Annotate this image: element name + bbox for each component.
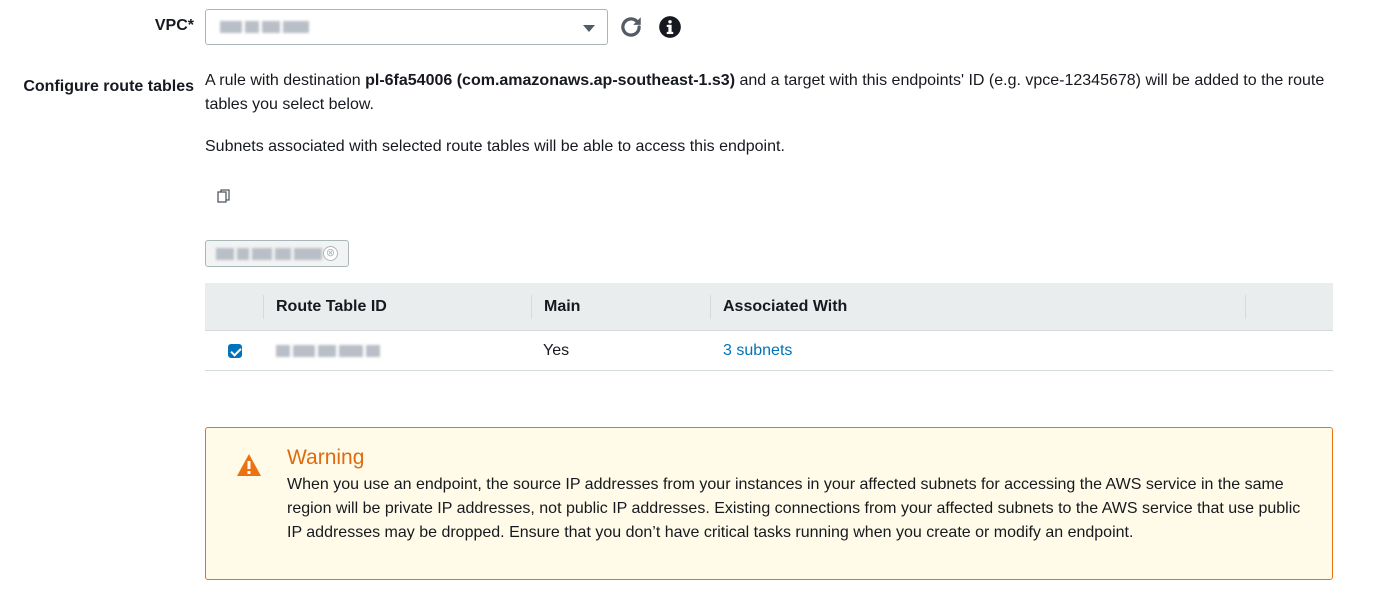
table-row[interactable] [205,331,1333,371]
vpc-select[interactable] [205,9,608,45]
column-header-route-table-id[interactable]: Route Table ID [276,298,387,315]
route-table-list [205,283,1333,371]
route-tables-description [205,69,1340,117]
route-tables-label: Configure route tables [23,78,194,95]
column-header-main[interactable]: Main [544,298,581,315]
table-header [205,283,1333,331]
column-separator[interactable] [531,295,532,319]
associated-with-cell [723,331,792,371]
copy-icon[interactable] [216,188,232,204]
vpc-value-redacted [220,21,312,33]
warning-alert [205,427,1333,580]
description-prefix: A rule with destination [205,72,361,89]
route-table-id-cell [276,331,383,371]
token-value-redacted [216,248,325,260]
vpc-label: VPC* [154,17,194,34]
warning-title: Warning [287,446,365,469]
main-cell: Yes [543,342,570,359]
column-separator[interactable] [263,295,264,319]
subnets-note: Subnets associated with selected route tables will be able to access this endpoint. [205,138,785,155]
token-dismiss-icon[interactable]: ⊗ [323,246,338,261]
route-table-id-redacted [276,345,383,357]
warning-body: When you use an endpoint, the source IP addresses from your instances in your affected subnets for accessing the AWS service in the same region will be private IP addresses, not public IP addresses. Existing connections from your affected subnets to the AWS service that use public IP addresses may be dropped. Ensure that you don’t have critical tasks running when you create or modify an endpoint. [287,476,1301,541]
destination-prefix-list: pl-6fa54006 (com.amazonaws.ap-southeast-1.s3) [365,72,736,89]
column-separator[interactable] [710,295,711,319]
column-separator[interactable] [1245,295,1246,319]
associated-subnets-link[interactable]: 3 subnets [723,342,793,359]
caret-down-icon [583,25,595,32]
info-icon[interactable] [657,14,683,40]
row-checkbox[interactable] [228,344,242,358]
description-suffix: and a target with this endpoints' ID (e.g. vpce-12345678) will be added to the route tables you select below. [205,72,1325,113]
warning-icon [236,453,262,477]
column-header-associated-with[interactable]: Associated With [723,298,848,315]
refresh-icon[interactable] [618,14,644,40]
route-table-filter-token [205,240,349,267]
